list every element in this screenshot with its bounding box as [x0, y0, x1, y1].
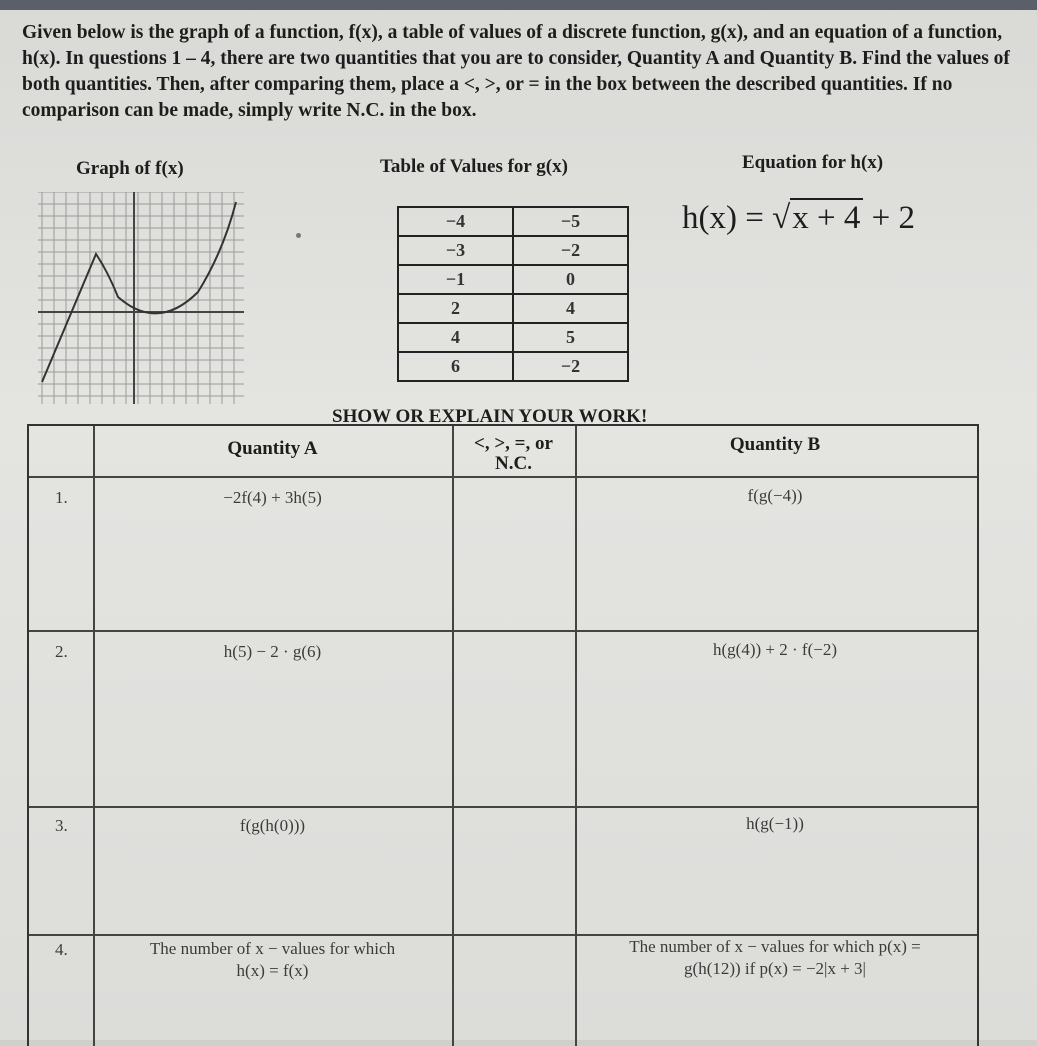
quantity-b-cell: h(g(−1)) — [746, 814, 804, 833]
g-values-table — [397, 206, 629, 382]
divider — [29, 476, 977, 478]
g-x-cell: −3 — [398, 236, 513, 265]
divider — [29, 806, 977, 808]
quantity-b-line: The number of x − values for which p(x) = — [629, 937, 921, 956]
table-row — [398, 294, 628, 323]
g-x-cell: 4 — [398, 323, 513, 352]
g-y-cell: 4 — [513, 294, 628, 323]
f-curve — [42, 202, 236, 382]
g-y-cell: 5 — [513, 323, 628, 352]
g-y-cell: −5 — [513, 207, 628, 236]
table-row — [398, 352, 628, 381]
quantity-a-header: Quantity A — [227, 438, 318, 459]
graph-title: Graph of f(x) — [76, 158, 184, 179]
h-equation: h(x) = √x + 4 + 2 — [682, 200, 915, 236]
table-row — [398, 323, 628, 352]
g-x-cell: 6 — [398, 352, 513, 381]
quantity-b-cell: h(g(4)) + 2 · f(−2) — [713, 640, 837, 659]
row-number: 3. — [55, 816, 68, 835]
show-work-heading: SHOW OR EXPLAIN YOUR WORK! — [332, 406, 648, 427]
equation-lhs: h(x) = — [682, 200, 773, 236]
g-y-cell: 0 — [513, 265, 628, 294]
table-row — [398, 236, 628, 265]
quantity-b-line: g(h(12)) if p(x) = −2|x + 3| — [684, 959, 866, 978]
quantity-b-cell: f(g(−4)) — [747, 486, 803, 505]
quantity-b-header: Quantity B — [729, 434, 821, 455]
quantity-a-cell: h(5) − 2 · g(6) — [223, 642, 322, 661]
stray-mark — [296, 233, 301, 238]
quantity-a-cell: f(g(h(0))) — [239, 816, 306, 835]
g-x-cell: −1 — [398, 265, 513, 294]
equation-tail: + 2 — [863, 200, 915, 236]
screen-edge — [0, 0, 1037, 10]
g-y-cell: −2 — [513, 236, 628, 265]
comparison-header-line: <, >, =, or — [474, 433, 553, 454]
comparison-header — [452, 434, 575, 474]
comparison-header-line: N.C. — [495, 453, 532, 474]
table-row — [398, 265, 628, 294]
graph-of-f — [38, 192, 244, 404]
instructions-text: Given below is the graph of a function, f(x), a table of values of a discrete function, g(x), and an equation of a function, h(x). In questions 1 – 4, there are two quantities that you are to consider, Quantity A and Quantity B. Find the values of both quantities. Then, after comparing them, place a <, >, or = in the box between the described quantities. If no comparison can be made, simply write N.C. in the box. — [22, 22, 1010, 121]
comparison-table — [27, 424, 979, 1046]
quantity-b-cell — [575, 936, 975, 980]
table-row — [398, 207, 628, 236]
quantity-a-cell — [93, 938, 452, 982]
table-title: Table of Values for g(x) — [380, 156, 568, 177]
equation-radicand: x + 4 — [790, 198, 863, 236]
row-number: 4. — [55, 940, 68, 959]
equation-title: Equation for h(x) — [742, 152, 884, 173]
divider — [452, 426, 454, 1046]
g-y-cell: −2 — [513, 352, 628, 381]
g-x-cell: −4 — [398, 207, 513, 236]
row-number: 1. — [55, 488, 68, 507]
quantity-a-line: The number of x − values for which — [149, 939, 396, 958]
quantity-a-cell: −2f(4) + 3h(5) — [223, 488, 322, 507]
row-number: 2. — [55, 642, 68, 661]
quantity-a-line: h(x) = f(x) — [236, 961, 309, 980]
divider — [29, 630, 977, 632]
g-x-cell: 2 — [398, 294, 513, 323]
